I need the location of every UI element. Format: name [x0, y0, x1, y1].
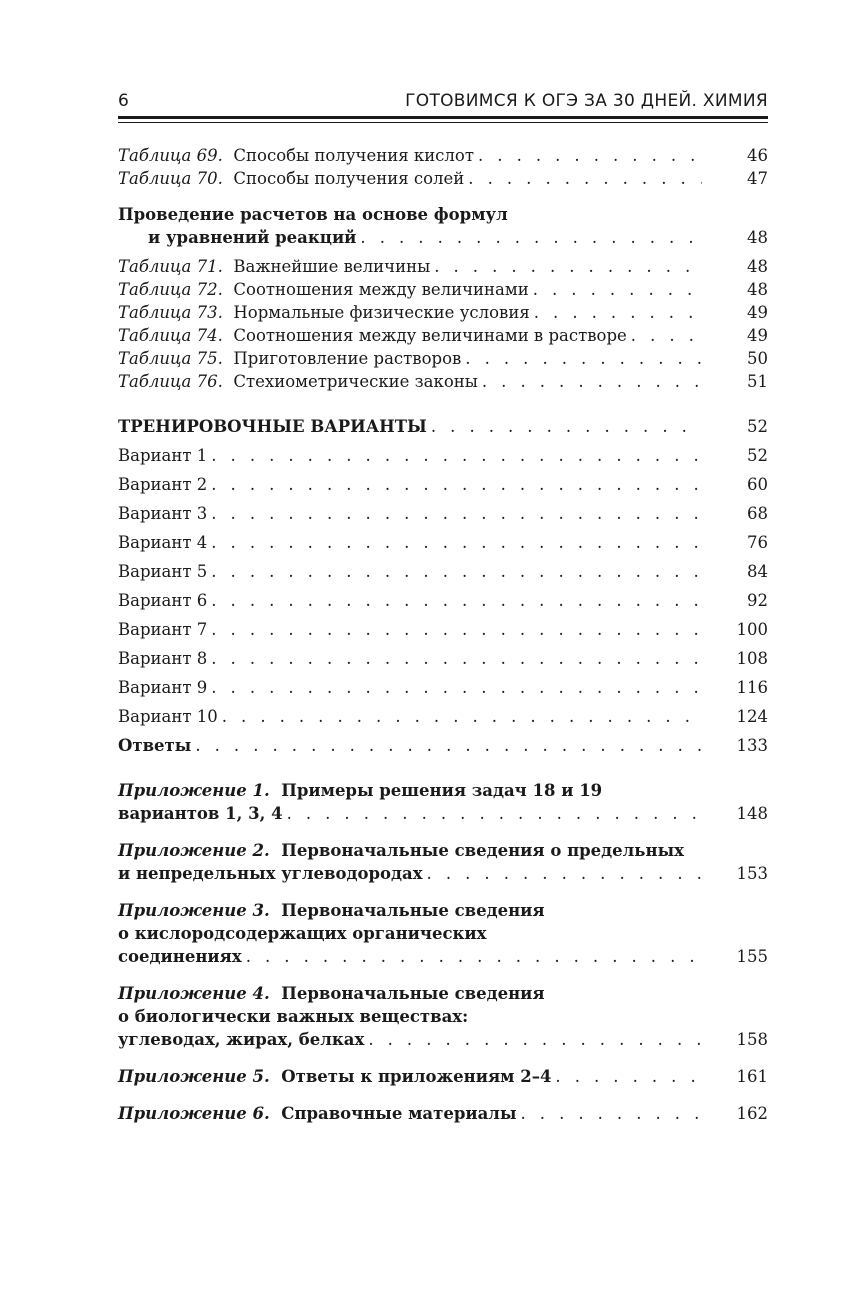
toc-entry[interactable]: Таблица 70. Способы получения солей . . . 47 — [118, 167, 768, 190]
toc-entry-variant[interactable] — [118, 702, 768, 731]
toc-entry-answers[interactable] — [118, 731, 768, 760]
toc-entry-page: 148 — [736, 804, 768, 823]
appendix-label: Приложение 1 — [118, 781, 264, 800]
toc-entry-page: 116 — [736, 678, 768, 697]
leader-dots — [211, 470, 702, 499]
toc-entry-title: Нормальные физические условия — [233, 303, 530, 322]
toc-entry-variant[interactable] — [118, 441, 768, 470]
toc-entry-appendix[interactable]: Приложение 1. Примеры решения задач 18 и 19 вариантов 1, 3, 4 . . . 148 — [118, 779, 768, 825]
toc-entry-variant[interactable] — [118, 644, 768, 673]
appendix-title-line: о кислородсодержащих органических — [118, 924, 487, 943]
toc-entry[interactable]: Таблица 69. Способы получения кислот . . . 46 — [118, 144, 768, 167]
toc-entry-page: 68 — [747, 504, 768, 523]
toc-entry-page: 48 — [747, 280, 768, 299]
variant-title: Вариант 6 — [118, 591, 208, 610]
appendix-label: Приложение 5 — [118, 1067, 264, 1086]
leader-dots — [287, 802, 702, 825]
toc-entry-variant[interactable] — [118, 557, 768, 586]
toc-entry-page: 48 — [747, 228, 768, 247]
toc-entry-page: 49 — [747, 303, 768, 322]
toc-entry-label: Таблица 73 — [118, 303, 218, 322]
appendix-title-line: Примеры решения задач 18 и 19 — [281, 781, 603, 800]
toc-entry-page: 48 — [747, 257, 768, 276]
toc-entry-label: Таблица 74 — [118, 326, 218, 345]
toc-entry-page: 50 — [747, 349, 768, 368]
toc-entry-page: 84 — [747, 562, 768, 581]
toc-entry[interactable]: Таблица 72. Соотношения между величинами . . . 48 — [118, 278, 768, 301]
appendix-label: Приложение 2 — [118, 841, 264, 860]
toc-entry-appendix[interactable]: Приложение 5. Ответы к приложениям 2–4 . . . 161 — [118, 1065, 768, 1088]
appendix-title-line: Справочные материалы — [281, 1104, 517, 1123]
appendix-title-line: Первоначальные сведения — [281, 984, 545, 1003]
appendix-title-line: о биологически важных веществах: — [118, 1007, 469, 1026]
toc-entry-title: Приготовление растворов — [233, 349, 462, 368]
toc-entry-page: 52 — [747, 446, 768, 465]
toc-entry-variant[interactable] — [118, 470, 768, 499]
header-rule-thick — [118, 116, 768, 119]
toc-entry[interactable]: Таблица 73. Нормальные физические условия . . . 49 — [118, 301, 768, 324]
appendix-label: Приложение 6 — [118, 1104, 264, 1123]
toc-entry-variant[interactable] — [118, 528, 768, 557]
toc-entry-page: 76 — [747, 533, 768, 552]
variant-title: Вариант 5 — [118, 562, 208, 581]
toc-entry[interactable]: Таблица 75. Приготовление растворов . . . 50 — [118, 347, 768, 370]
answers-title: Ответы — [118, 736, 192, 755]
variant-title: Вариант 4 — [118, 533, 208, 552]
leader-dots — [211, 615, 702, 644]
running-title: ГОТОВИМСЯ К ОГЭ ЗА 30 ДНЕЙ. ХИМИЯ — [405, 91, 768, 111]
leader-dots — [211, 528, 702, 557]
appendix-title-line: Ответы к приложениям 2–4 — [281, 1067, 552, 1086]
page-number: 6 — [118, 91, 129, 111]
toc-entry-page: 49 — [747, 326, 768, 345]
toc-entry-page: 60 — [747, 475, 768, 494]
toc-entry-page: 153 — [736, 864, 768, 883]
leader-dots — [465, 347, 702, 370]
toc-entry-page: 161 — [736, 1067, 768, 1086]
toc-entry-appendix[interactable]: Приложение 2. Первоначальные сведения о предельных и непредельных углеводородах . . . 153 — [118, 839, 768, 885]
appendix-title-line: углеводах, жирах, белках — [118, 1030, 365, 1049]
toc-entry-title: Стехиометрические законы — [233, 372, 478, 391]
appendix-title-line: и непредельных углеводородах — [118, 864, 423, 883]
leader-dots — [533, 278, 702, 301]
toc-entry-page: 92 — [747, 591, 768, 610]
toc-entry-variant[interactable] — [118, 586, 768, 615]
toc-entry-page: 133 — [736, 736, 768, 755]
toc-entry-title: Способы получения кислот — [233, 146, 474, 165]
toc-entry-title: Способы получения солей — [233, 169, 465, 188]
variant-title: Вариант 9 — [118, 678, 208, 697]
toc-entry-page: 100 — [736, 620, 768, 639]
leader-dots — [482, 370, 702, 393]
leader-dots — [434, 255, 702, 278]
appendix-label: Приложение 4 — [118, 984, 264, 1003]
toc-entry-label: Таблица 72 — [118, 280, 218, 299]
leader-dots — [222, 702, 702, 731]
leader-dots — [368, 1028, 702, 1051]
training-title: ТРЕНИРОВОЧНЫЕ ВАРИАНТЫ — [118, 417, 427, 436]
leader-dots — [195, 731, 702, 760]
toc-entry-page: 158 — [736, 1030, 768, 1049]
appendix-title-line: вариантов 1, 3, 4 — [118, 804, 283, 823]
toc-entry-label: Таблица 71 — [118, 257, 218, 276]
leader-dots — [534, 301, 702, 324]
leader-dots — [520, 1102, 702, 1125]
toc-entry-title: Соотношения между величинами — [233, 280, 529, 299]
toc-entry-page: 51 — [747, 372, 768, 391]
variant-title: Вариант 7 — [118, 620, 208, 639]
leader-dots — [631, 324, 702, 347]
table-of-contents — [118, 144, 768, 1125]
leader-dots — [211, 586, 702, 615]
appendix-title-line: соединениях — [118, 947, 242, 966]
toc-entry-page: 108 — [736, 649, 768, 668]
toc-entry-label: Таблица 69 — [118, 146, 218, 165]
leader-dots — [246, 945, 702, 968]
toc-entry-appendix[interactable]: Приложение 4. Первоначальные сведения о биологически важных веществах: углеводах, жирах, белках . . . 158 — [118, 982, 768, 1051]
leader-dots — [360, 226, 702, 249]
toc-entry-page: 52 — [747, 417, 768, 436]
variant-title: Вариант 1 — [118, 446, 208, 465]
leader-dots — [211, 499, 702, 528]
toc-entry-variant[interactable] — [118, 499, 768, 528]
header-rule-thin — [118, 122, 768, 123]
toc-entry-page: 46 — [747, 146, 768, 165]
toc-entry-page: 155 — [736, 947, 768, 966]
toc-entry-label: Таблица 75 — [118, 349, 218, 368]
variant-title: Вариант 8 — [118, 649, 208, 668]
toc-entry-appendix[interactable]: Приложение 6. Справочные материалы . . . 162 — [118, 1102, 768, 1125]
toc-entry-appendix[interactable]: Приложение 3. Первоначальные сведения о кислородсодержащих органических соединениях . . . 155 — [118, 899, 768, 968]
toc-entry-variant[interactable] — [118, 673, 768, 702]
section-calc-line1: Проведение расчетов на основе формул — [118, 205, 508, 224]
toc-entry[interactable]: Таблица 74. Соотношения между величинами в растворе . . . 49 — [118, 324, 768, 347]
toc-entry-label: Таблица 76 — [118, 372, 218, 391]
leader-dots — [211, 673, 702, 702]
running-header — [118, 88, 768, 116]
toc-entry-page: 124 — [736, 707, 768, 726]
appendix-label: Приложение 3 — [118, 901, 264, 920]
section-calc-line2: и уравнений реакций — [148, 228, 357, 247]
toc-entry-page: 162 — [736, 1104, 768, 1123]
toc-entry-section-calc[interactable] — [118, 226, 768, 249]
appendix-title-line: Первоначальные сведения — [281, 901, 545, 920]
leader-dots — [427, 862, 702, 885]
variant-title: Вариант 3 — [118, 504, 208, 523]
leader-dots — [431, 412, 702, 441]
toc-entry[interactable]: Таблица 76. Стехиометрические законы . . . 51 — [118, 370, 768, 393]
toc-entry-training[interactable] — [118, 412, 768, 441]
toc-entry-page: 47 — [747, 169, 768, 188]
variant-title: Вариант 10 — [118, 707, 218, 726]
leader-dots — [211, 557, 702, 586]
appendix-title-line: Первоначальные сведения о предельных — [281, 841, 684, 860]
variant-title: Вариант 2 — [118, 475, 208, 494]
leader-dots — [478, 144, 702, 167]
leader-dots — [211, 441, 702, 470]
toc-entry[interactable]: Таблица 71. Важнейшие величины . . . 48 — [118, 255, 768, 278]
leader-dots — [468, 167, 702, 190]
leader-dots — [211, 644, 702, 673]
leader-dots — [555, 1065, 702, 1088]
toc-entry-variant[interactable] — [118, 615, 768, 644]
toc-entry-label: Таблица 70 — [118, 169, 218, 188]
toc-entry-title: Важнейшие величины — [233, 257, 431, 276]
toc-entry-title: Соотношения между величинами в растворе — [233, 326, 627, 345]
